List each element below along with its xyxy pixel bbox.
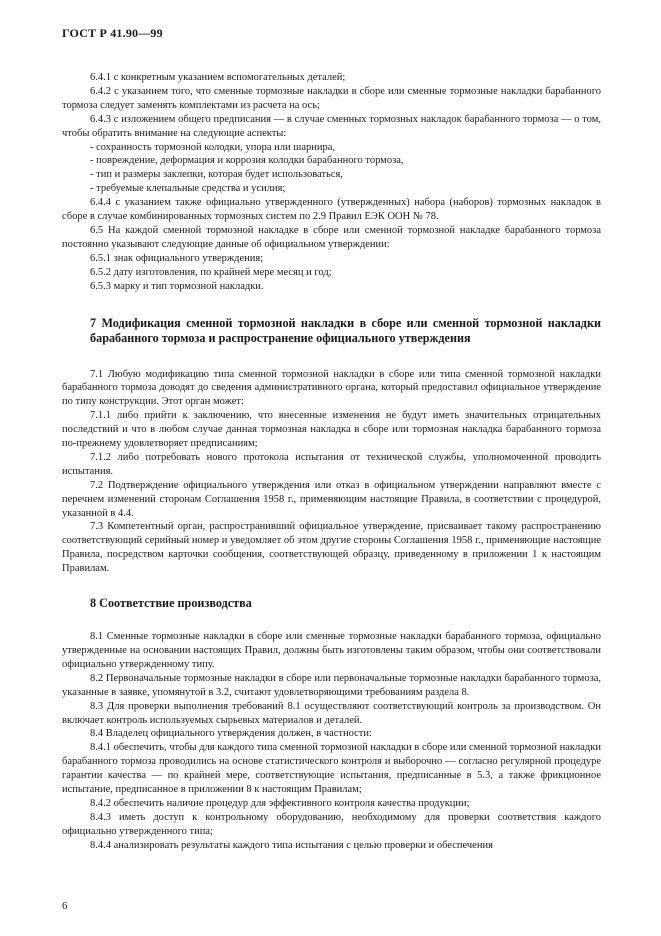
paragraph: 8.4.4 анализировать результаты каждого типа испытания с целью проверки и обеспечения <box>90 839 493 851</box>
bullet-item: - сохранность тормозной колодки, упора или шарнира, <box>90 141 335 153</box>
paragraph: 8.3 Для проверки выполнения требований 8.1 осуществляют соответствующий контроль за производством. Он включает контроль используемых сырьевых материалов и деталей. <box>62 700 601 726</box>
paragraph: 7.1.2 либо потребовать нового протокола испытания от технической службы, уполномоченной проводить испытания. <box>62 451 601 477</box>
bullet-item: - повреждение, деформация и коррозия колодки барабанного тормоза, <box>90 155 404 167</box>
paragraph: 8.4.1 обеспечить, чтобы для каждого типа сменной тормозной накладки в сборе или сменной тормозной накладки барабанного тормоза проводились на основе статистического контроля и выборочно — согласно регулярной процедуре гарантии качества — по крайней мере, соответствующие испытания, предписанные в 5.3, а также фрикционное испытание, предписанное в приложении 8 к настоящим Правилам; <box>62 742 601 796</box>
paragraph: 7.1 Любую модификацию типа сменной тормозной накладки в сборе или типа сменной тормозной накладки барабанного тормоза доводят до сведения административного органа, который предоставил официальное утверждение по типу конструкции. Этот орган может: <box>62 368 601 408</box>
paragraph: 6.4.1 с конкретным указанием вспомогательных деталей; <box>90 72 346 83</box>
paragraph: 8.4.2 обеспечить наличие процедур для эффективного контроля качества продукции; <box>90 797 470 809</box>
paragraph: 8.1 Сменные тормозные накладки в сборе или сменные тормозные накладки барабанного тормоза, официально утвержденные на основании настоящих Правил, должны быть изготовлены таким образом, чтобы они соответствовали официально утвержденному типу. <box>62 631 601 670</box>
bullet-item: - тип и размеры заклепки, которая будет использоваться, <box>90 169 343 181</box>
paragraph: 6.5.1 знак официального утверждения; <box>90 252 264 264</box>
section-7-heading: 7 Модификация сменной тормозной накладки в сборе или сменной тормозной накладки барабанного тормоза и распространение официального утверждения <box>90 315 601 345</box>
paragraph: 6.5 На каждой сменной тормозной накладке в сборе или сменной тормозной накладке барабанного тормоза постоянно указывают следующие данные об официальном утверждении: <box>62 224 601 250</box>
bullet-item: - требуемые клепальные средства и усилия; <box>90 183 286 195</box>
page-body <box>62 71 601 853</box>
paragraph: 8.2 Первоначальные тормозные накладки в сборе или первоначальные тормозные накладки барабанного тормоза, указанные в заявке, упомянутой в 3.2, считают удовлетворяющими требованиям раздела 8. <box>62 672 601 698</box>
paragraph: 6.4.3 с изложением общего предписания — в случае сменных тормозных накладок барабанного тормоза — о том, чтобы обратить внимание на следующие аспекты: <box>62 113 601 139</box>
paragraph: 6.4.2 с указанием того, что сменные тормозные накладки в сборе или сменные тормозные накладки барабанного тормоза следует заменять комплектами из расчета на ось; <box>62 85 601 111</box>
paragraph: 6.5.2 дату изготовления, по крайней мере месяц и год; <box>90 266 332 278</box>
page-number: 6 <box>62 900 68 912</box>
paragraph: 8.4 Владелец официального утверждения должен, в частности: <box>90 728 372 740</box>
paragraph: 7.3 Компетентный орган, распространивший официальное утверждение, присваивает такому распространению соответствующий серийный номер и уведомляет об этом другие стороны Соглашения 1958 г., применяющие настоящие Правила, посредством карточки сообщения, соответствующей образцу, приведенному в приложении 1 к настоящим Правилам. <box>62 521 601 575</box>
section-8-heading: 8 Соответствие производства <box>90 596 252 611</box>
paragraph: 7.1.1 либо прийти к заключению, что внесенные изменения не будут иметь значительных отрицательных последствий и что в любом случае данная тормозная накладка в сборе или тормозная накладка барабанного тормоза по-прежнему удовлетворяет предписаниям; <box>62 410 601 450</box>
paragraph: 7.2 Подтверждение официального утверждения или отказ в официальном утверждении направляют вместе с перечнем изменений сторонам Соглашения 1958 г., применяющим настоящие Правила, в соответствии с процедурой, указанной в 4.4. <box>62 479 601 519</box>
paragraph: 8.4.3 иметь доступ к контрольному оборудованию, необходимому для проверки соответствия каждого официально утвержденного типа; <box>62 811 601 837</box>
document-code: ГОСТ Р 41.90—99 <box>62 26 163 40</box>
paragraph: 6.4.4 с указанием также официально утвержденного (утвержденных) набора (наборов) тормозных накладок в сборе в случае комбинированных тормозных систем по 2.9 Правил ЕЭК ООН № 78. <box>62 197 601 223</box>
paragraph: 6.5.3 марку и тип тормозной накладки. <box>90 280 264 292</box>
